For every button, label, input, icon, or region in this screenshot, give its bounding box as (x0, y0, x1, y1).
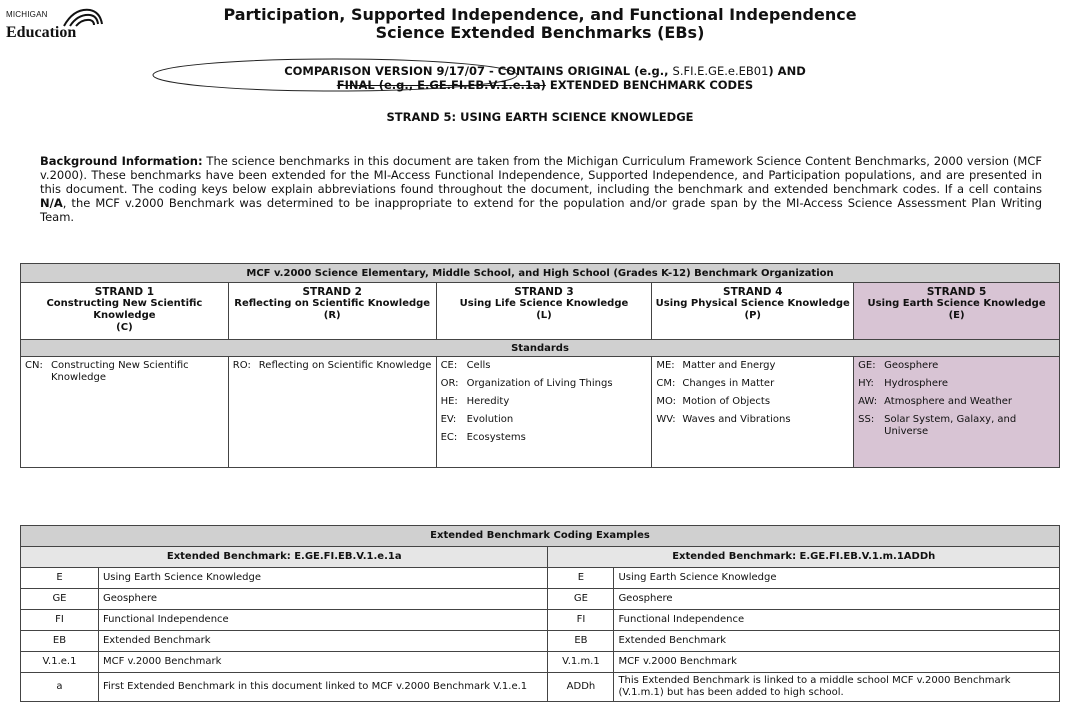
strand-code: (C) (116, 322, 133, 333)
standard-name: Organization of Living Things (466, 378, 613, 389)
standard-item (441, 396, 648, 408)
table-row (21, 589, 1060, 610)
standard-code: WV: (656, 414, 676, 425)
code-cell: EB (21, 631, 99, 652)
strand-cell-2 (228, 283, 436, 340)
coding-left-title: Extended Benchmark: E.GE.FI.EB.V.1.e.1a (21, 547, 548, 568)
standard-item (656, 360, 849, 372)
code-cell: E (548, 568, 614, 589)
coding-table-header: Extended Benchmark Coding Examples (21, 526, 1060, 547)
code-cell: FI (548, 610, 614, 631)
standard-code: EV: (440, 414, 457, 425)
table-row (21, 610, 1060, 631)
strand-name: Constructing New Scientific Knowledge (46, 298, 203, 321)
strand-num: STRAND 1 (94, 286, 155, 298)
standard-name: Constructing New Scientific Knowledge (51, 360, 189, 383)
comparison-line2 (150, 78, 940, 92)
standards-cell-5 (854, 357, 1060, 468)
standard-item (441, 414, 648, 426)
background-na: N/A (40, 196, 63, 210)
standard-name: Changes in Matter (682, 378, 775, 389)
benchmark-organization-table (20, 263, 1060, 468)
standard-name: Atmosphere and Weather (884, 396, 1012, 407)
standard-item (441, 378, 648, 390)
strand-code: (E) (948, 310, 965, 321)
standard-code: HY: (858, 378, 874, 389)
standard-item (25, 360, 224, 384)
coding-right-title: Extended Benchmark: E.GE.FI.EB.V.1.m.1ADDh (548, 547, 1060, 568)
strand-cell-4 (652, 283, 854, 340)
description-cell: Geosphere (98, 589, 548, 610)
table-row (21, 673, 1060, 702)
strand-cell-5 (854, 283, 1060, 340)
page-title-line1: Participation, Supported Independence, and Functional Independence (223, 5, 857, 24)
standard-code: HE: (440, 396, 458, 407)
strand-code: (L) (536, 310, 552, 321)
standard-name: Ecosystems (466, 432, 526, 443)
description-cell: This Extended Benchmark is linked to a middle school MCF v.2000 Benchmark (V.1.m.1) but has been added to high school. (614, 673, 1060, 702)
strand-code: (P) (744, 310, 761, 321)
standard-name: Evolution (466, 414, 514, 425)
logo-bottom-text: Education (6, 24, 77, 41)
table-row (21, 652, 1060, 673)
standard-item (656, 414, 849, 426)
standard-name: Cells (466, 360, 491, 371)
standard-name: Matter and Energy (682, 360, 776, 371)
standard-name: Reflecting on Scientific Knowledge (258, 360, 432, 371)
description-cell: Extended Benchmark (98, 631, 548, 652)
standard-code: RO: (232, 360, 251, 371)
code-cell: V.1.e.1 (21, 652, 99, 673)
standard-item (233, 360, 432, 372)
standard-code: CM: (656, 378, 676, 389)
standards-cell-2 (228, 357, 436, 468)
strand-num: STRAND 2 (302, 286, 362, 298)
description-cell: First Extended Benchmark in this document linked to MCF v.2000 Benchmark V.1.e.1 (98, 673, 548, 702)
standard-name: Geosphere (884, 360, 939, 371)
description-cell: Functional Independence (614, 610, 1060, 631)
description-cell: Using Earth Science Knowledge (614, 568, 1060, 589)
standard-code: MO: (656, 396, 677, 407)
code-cell: E (21, 568, 99, 589)
code-cell: V.1.m.1 (548, 652, 614, 673)
strand-num: STRAND 5 (926, 286, 987, 298)
standard-code: AW: (858, 396, 878, 407)
strand-cell-1 (21, 283, 229, 340)
standards-cell-3 (436, 357, 652, 468)
comparison-part2: ) AND (768, 64, 806, 78)
standard-item (656, 378, 849, 390)
description-cell: Geosphere (614, 589, 1060, 610)
standard-code: GE: (858, 360, 876, 371)
strand-num: STRAND 3 (514, 286, 574, 298)
background-text2: , the MCF v.2000 Benchmark was determined to be inappropriate to extend for the population and/or grade span by the MI-Access Science Assessment Plan Writing Team. (40, 196, 1042, 224)
comparison-final-struck: FINAL (e.g., E.GE.FI.EB.V.1.e.1a) (336, 78, 546, 92)
standard-item (858, 360, 1055, 372)
standards-cell-1 (21, 357, 229, 468)
strand-name: Using Physical Science Knowledge (655, 298, 850, 309)
standard-item (858, 396, 1055, 408)
background-label: Background Information: (40, 154, 203, 168)
standard-item (656, 396, 849, 408)
coding-examples-table (20, 525, 1060, 702)
standard-name: Motion of Objects (682, 396, 771, 407)
code-cell: ADDh (548, 673, 614, 702)
strand-cell-3 (436, 283, 652, 340)
standard-name: Hydrosphere (884, 378, 949, 389)
strand-num: STRAND 4 (723, 286, 783, 298)
strand-name: Using Life Science Knowledge (459, 298, 629, 309)
standard-name: Heredity (466, 396, 510, 407)
page-title-line2: Science Extended Benchmarks (EBs) (375, 23, 705, 42)
standards-cell-4 (652, 357, 854, 468)
table-row (21, 568, 1060, 589)
code-cell: GE (21, 589, 99, 610)
org-table-header: MCF v.2000 Science Elementary, Middle School, and High School (Grades K-12) Benchmark Organization (21, 264, 1060, 283)
standard-item (858, 414, 1055, 438)
standard-code: SS: (858, 414, 875, 425)
standard-code: CE: (440, 360, 458, 371)
strand-code: (R) (323, 310, 341, 321)
description-cell: Extended Benchmark (614, 631, 1060, 652)
description-cell: MCF v.2000 Benchmark (98, 652, 548, 673)
michigan-education-logo (6, 4, 106, 44)
standard-code: ME: (656, 360, 675, 371)
background-text1: The science benchmarks in this document are taken from the Michigan Curriculum Framework Science Content Benchmarks, 2000 version (MCF v.2000). These benchmarks have been extended for the MI-Access Functional Independence, Supported Independence, and Participation populations, and are presented in this document. The coding keys below explain abbreviations found throughout the document, including the benchmark and extended benchmark codes. If a cell contains (40, 154, 1042, 196)
code-cell: GE (548, 589, 614, 610)
standard-name: Waves and Vibrations (682, 414, 791, 425)
comparison-line1 (150, 64, 940, 78)
standard-name: Solar System, Galaxy, and Universe (884, 414, 1017, 437)
comparison-part1: COMPARISON VERSION 9/17/07 - CONTAINS ORIGINAL (e.g., (284, 64, 673, 78)
standard-code: CN: (25, 360, 43, 371)
standards-label: Standards (21, 340, 1060, 357)
description-cell: Functional Independence (98, 610, 548, 631)
strand-name: Using Earth Science Knowledge (867, 298, 1046, 309)
table-row (21, 631, 1060, 652)
standard-item (858, 378, 1055, 390)
description-cell: Using Earth Science Knowledge (98, 568, 548, 589)
strand-heading: STRAND 5: USING EARTH SCIENCE KNOWLEDGE (386, 110, 694, 124)
standard-item (441, 432, 648, 444)
standard-item (441, 360, 648, 372)
standard-code: OR: (440, 378, 459, 389)
logo-top-text: MICHIGAN (6, 10, 48, 19)
code-cell: a (21, 673, 99, 702)
code-cell: FI (21, 610, 99, 631)
background-paragraph (40, 154, 1042, 224)
code-cell: EB (548, 631, 614, 652)
standard-code: EC: (440, 432, 458, 443)
strand-name: Reflecting on Scientific Knowledge (234, 298, 431, 309)
description-cell: MCF v.2000 Benchmark (614, 652, 1060, 673)
comparison-line2-rest: EXTENDED BENCHMARK CODES (545, 78, 754, 92)
comparison-original-code: S.FI.E.GE.e.EB01 (672, 64, 769, 78)
